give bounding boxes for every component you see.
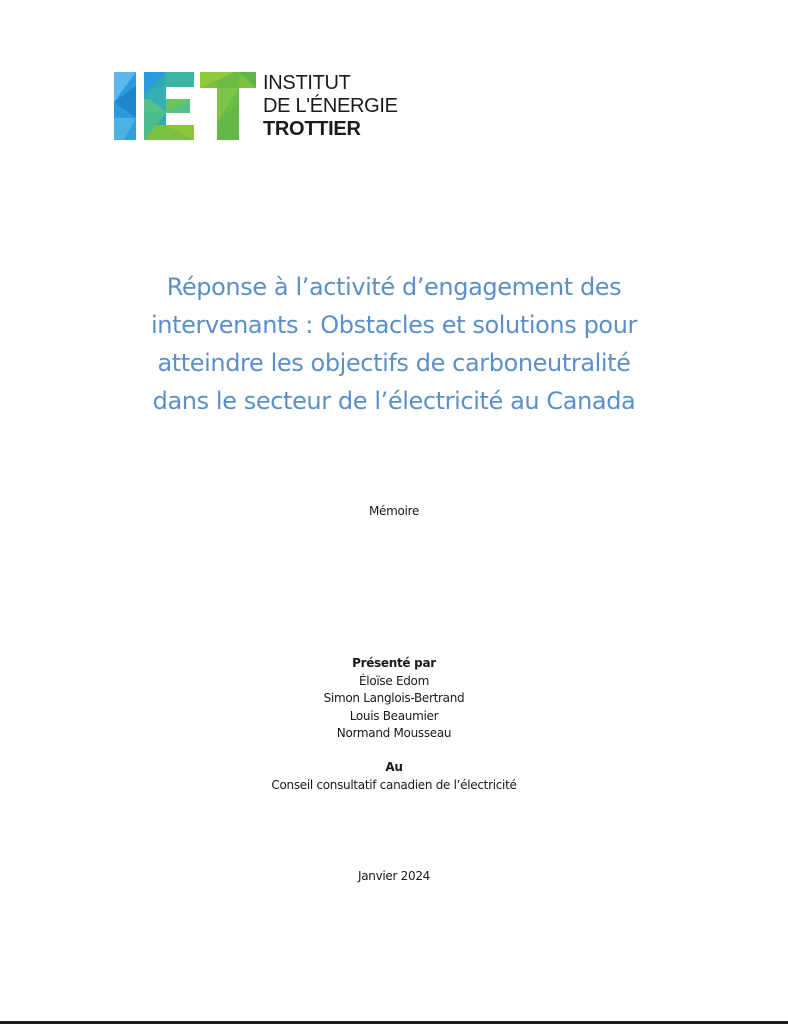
author-name: Louis Beaumier (349, 708, 439, 723)
iet-logo-mark (114, 72, 256, 140)
author-name: Normand Mousseau (336, 726, 452, 740)
title-line: atteindre les objectifs de carboneutralité (157, 349, 631, 377)
logo-wordmark (263, 72, 413, 141)
title-line: intervenants : Obstacles et solutions pour (151, 311, 637, 339)
recipient-block (0, 759, 788, 794)
recipient-name: Conseil consultatif canadien de l’électricité (271, 777, 517, 792)
title-line: dans le secteur de l’électricité au Canada (152, 387, 636, 415)
document-date: Janvier 2024 (357, 869, 430, 883)
logo-line-institut: INSTITUT (263, 72, 351, 94)
author-name: Simon Langlois-Bertrand (323, 691, 465, 705)
author-name: Éloïse Edom (359, 673, 429, 688)
logo-letter-i (114, 72, 136, 140)
logo-line-trottier: TROTTIER (263, 118, 361, 140)
presented-by-heading: Présenté par (352, 656, 436, 670)
title-line: Réponse à l’activité d’engagement des (166, 273, 622, 301)
presented-by-block (0, 655, 788, 743)
iet-logo (114, 72, 414, 144)
document-title (60, 268, 728, 420)
logo-letter-e (144, 72, 194, 140)
document-type: Mémoire (368, 504, 420, 518)
recipient-heading: Au (385, 760, 403, 774)
logo-letter-t (200, 72, 256, 140)
logo-line-energie: DE L'ÉNERGIE (263, 95, 398, 117)
